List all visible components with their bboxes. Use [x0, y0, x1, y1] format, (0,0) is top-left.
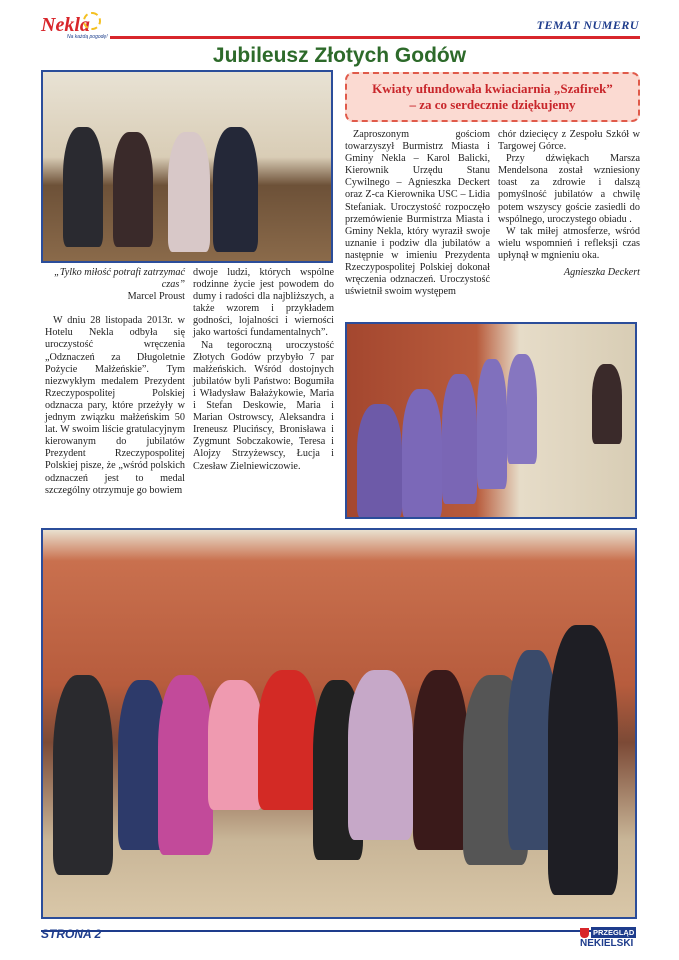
- text-column-4: [498, 129, 640, 279]
- paragraph: Na tegoroczną uroczystość Złotych Godów przybyło 7 par małżeńskich. Wśród dostojnych jubilatów byli Państwo: Bogumiła i Władysław Bałażykowie, Maria i Stefan Deskowie, Maria i Marian Ostrowscy, Aleksandra i Ireneusz Plucińscy, Bronisława i Zygmunt Sobczakowie, Teresa i Alojzy Strzyżewscy, Łucja i Czesław Zielniewiczowie.: [193, 339, 334, 472]
- logo-bottom: NEKIELSKI: [580, 938, 634, 949]
- text-column-3: [345, 129, 490, 298]
- thanks-line-1: Kwiaty ufundowała kwiaciarnia „Szafirek”: [372, 81, 613, 96]
- section-label: TEMAT NUMERU: [536, 18, 639, 32]
- quote-text: „Tylko miłość potrafi zatrzymać czas”: [54, 267, 185, 291]
- photo-children-choir: [345, 322, 637, 519]
- nekla-logo: [41, 12, 111, 42]
- photo-seated-couples: [41, 70, 333, 263]
- article-title: Jubileusz Złotych Godów: [212, 44, 467, 67]
- thanks-box: [345, 72, 640, 122]
- coat-of-arms-icon: [580, 928, 589, 938]
- paragraph: W tak miłej atmosferze, wśród wielu wspomnień i refleksji czas upłynął w mgnieniu oka.: [498, 225, 640, 261]
- thanks-line-2: – za co serdecznie dziękujemy: [409, 97, 576, 112]
- paragraph: dwoje ludzi, których wspólne rodzinne życie jest powodem do dumy i radości dla najbliższych, a także wzorem i przykładem godności, lojalności i wierności jako wartości fundamentalnych”.: [193, 267, 334, 339]
- paragraph: chór dziecięcy z Zespołu Szkół w Targowej Górce.: [498, 129, 640, 153]
- paragraph: Zaproszonym gościom towarzyszył Burmistrz Miasta i Gminy Nekla – Karol Balicki, Kierownik Urzędu Stanu Cywilnego – Agnieszka Deckert oraz Z-ca Kierownika USC – Lidia Stefaniak. Uroczystość rozpoczęło przemówienie Burmistrza Miasta i Gminy Nekla, który wyraził swoje uznanie i podziw dla jubilatów a następnie w imieniu Prezydenta Rzeczypospolitej Polskiej dokonał wręczenia odznaczeń. Uroczystość uświetnił swoim występem: [345, 129, 490, 298]
- paragraph: Przy dźwiękach Marsza Mendelsona został wzniesiony toast za zdrowie i dalszą pomyślność jubilatów a chwilę potem wszyscy goście zasiedli do wspólnego, uroczystego obiadu .: [498, 153, 640, 225]
- article-author: Agnieszka Deckert: [563, 267, 640, 279]
- text-column-1: [45, 267, 185, 497]
- logo-tagline: Na każdą pogodę!: [67, 34, 108, 40]
- sun-icon: [83, 12, 101, 30]
- header-divider: [110, 36, 640, 39]
- photo-group-jubilees: [41, 528, 637, 919]
- page-number: STRONA 2: [41, 927, 102, 941]
- logo-top: PRZEGLĄD: [593, 928, 635, 937]
- przeglad-nekielski-logo: [580, 927, 640, 949]
- footer-divider: [41, 930, 596, 932]
- logo-text: Nekla: [41, 14, 90, 36]
- text-column-2: [193, 267, 334, 473]
- quote-author: Marcel Proust: [127, 291, 185, 303]
- paragraph: W dniu 28 listopada 2013r. w Hotelu Nekla odbyła się uroczystość wręczenia „Odznaczeń za Długoletnie Pożycie Małżeńskie”. Tym niezwykłym medalem Prezydent Rzeczypospolitej Polskiej odznacza pary, które przeżyły w jednym związku małżeńskim 50 lat. W swoim liście gratulacyjnym kierowanym do jubilatów Prezydent Rzeczypospolitej Polskiej pisze, że „wśród polskich odznaczeń jest to medal szczególny otrzymuje go bowiem: [45, 315, 185, 496]
